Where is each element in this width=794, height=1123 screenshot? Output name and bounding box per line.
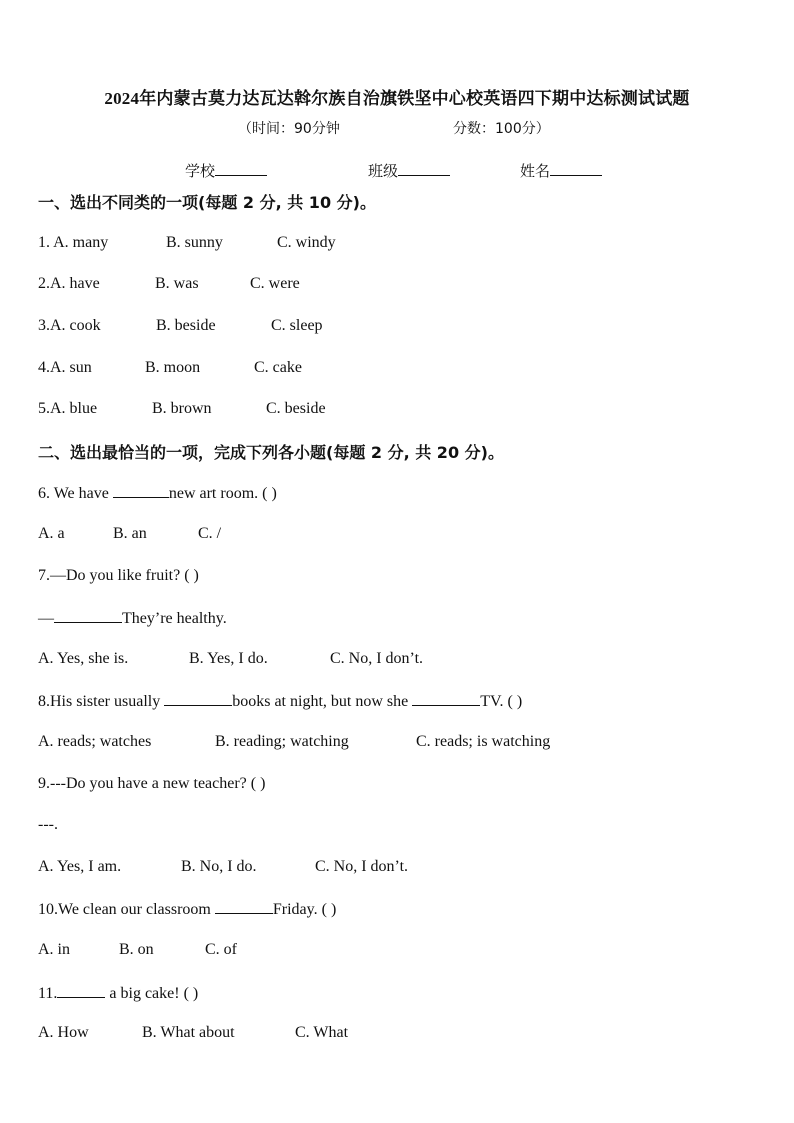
question-6-option-b: B. an [113, 525, 147, 542]
question-11 [38, 983, 198, 1003]
question-2-option-b: B. was [155, 275, 199, 292]
question-2-option-c: C. were [250, 275, 300, 292]
question-9: 9.---Do you have a new teacher? ( ) [38, 775, 266, 792]
class-field [368, 160, 450, 181]
question-9-option-c: C. No, I don’t. [315, 858, 409, 875]
question-8-option-a: A. reads; watches [38, 733, 152, 750]
option-a: 4.A. sun [38, 359, 92, 376]
name-label: 姓名 [520, 162, 551, 180]
answer-blank [164, 691, 232, 706]
school-field [185, 160, 267, 181]
question-7-option-b: B. Yes, I do. [189, 650, 268, 667]
question-3-option-c: C. sleep [271, 317, 323, 334]
option-a: 3.A. cook [38, 317, 101, 334]
question-9-reply: ---. [38, 816, 58, 833]
question-7: 7.—Do you like fruit? ( ) [38, 567, 199, 584]
answer-blank [215, 899, 273, 914]
dash: — [38, 610, 54, 627]
question-text: new art room. ( ) [168, 485, 277, 502]
answer-blank [113, 483, 169, 498]
question-11-option-a: A. How [38, 1024, 89, 1041]
question-text: 6. We have [38, 485, 113, 502]
score-info: 分数：100分） [453, 121, 550, 137]
answer-blank [54, 608, 122, 623]
page-title: 2024年内蒙古莫力达瓦达斡尔族自治旗铁坚中心校英语四下期中达标测试试题 [104, 89, 690, 108]
question-3 [38, 317, 101, 335]
answer-blank [412, 691, 480, 706]
question-10-option-a: A. in [38, 941, 70, 958]
question-4 [38, 359, 92, 377]
school-label: 学校 [185, 162, 216, 180]
question-7-option-a: A. Yes, she is. [38, 650, 129, 667]
question-9-option-b: B. No, I do. [181, 858, 257, 875]
question-text: 11. [38, 985, 58, 1002]
reply-text: They’re healthy. [122, 610, 227, 627]
question-11-option-c: C. What [295, 1024, 349, 1041]
question-text: 10.We clean our classroom [38, 901, 215, 918]
question-7-option-c: C. No, I don’t. [330, 650, 424, 667]
section2-heading: 二、选出最恰当的一项，完成下列各小题(每题 2 分, 共 20 分)。 [38, 443, 504, 462]
question-8-option-b: B. reading; watching [215, 733, 349, 750]
question-7-reply [38, 608, 227, 628]
class-label: 班级 [368, 162, 399, 180]
question-10-option-c: C. of [205, 941, 237, 958]
question-1 [38, 234, 108, 252]
question-6-option-a: A. a [38, 525, 65, 542]
question-6 [38, 483, 277, 503]
answer-blank [57, 983, 105, 998]
question-3-option-b: B. beside [156, 317, 216, 334]
school-blank [215, 161, 267, 176]
name-field [520, 160, 602, 181]
question-1-option-b: B. sunny [166, 234, 223, 251]
question-text: a big cake! ( ) [105, 985, 199, 1002]
question-text: books at night, but now she [232, 693, 413, 710]
option-a: 5.A. blue [38, 400, 98, 417]
question-text: Friday. ( ) [272, 901, 337, 918]
question-9-option-a: A. Yes, I am. [38, 858, 122, 875]
question-2 [38, 275, 100, 293]
class-blank [398, 161, 450, 176]
option-a: 2.A. have [38, 275, 100, 292]
question-text: TV. ( ) [480, 693, 523, 710]
section1-heading: 一、选出不同类的一项(每题 2 分, 共 10 分)。 [38, 193, 376, 212]
question-4-option-c: C. cake [254, 359, 302, 376]
question-8 [38, 691, 522, 711]
question-4-option-b: B. moon [145, 359, 201, 376]
question-5 [38, 400, 97, 418]
question-5-option-c: C. beside [266, 400, 326, 417]
name-blank [550, 161, 602, 176]
question-10-option-b: B. on [119, 941, 154, 958]
question-text: 8.His sister usually [38, 693, 165, 710]
question-11-option-b: B. What about [142, 1024, 235, 1041]
option-a: 1. A. many [38, 234, 109, 251]
time-info: （时间：90分钟 [238, 121, 340, 137]
question-1-option-c: C. windy [277, 234, 336, 251]
question-10 [38, 899, 336, 919]
question-5-option-b: B. brown [152, 400, 212, 417]
question-6-option-c: C. / [198, 525, 222, 542]
question-8-option-c: C. reads; is watching [416, 733, 551, 750]
